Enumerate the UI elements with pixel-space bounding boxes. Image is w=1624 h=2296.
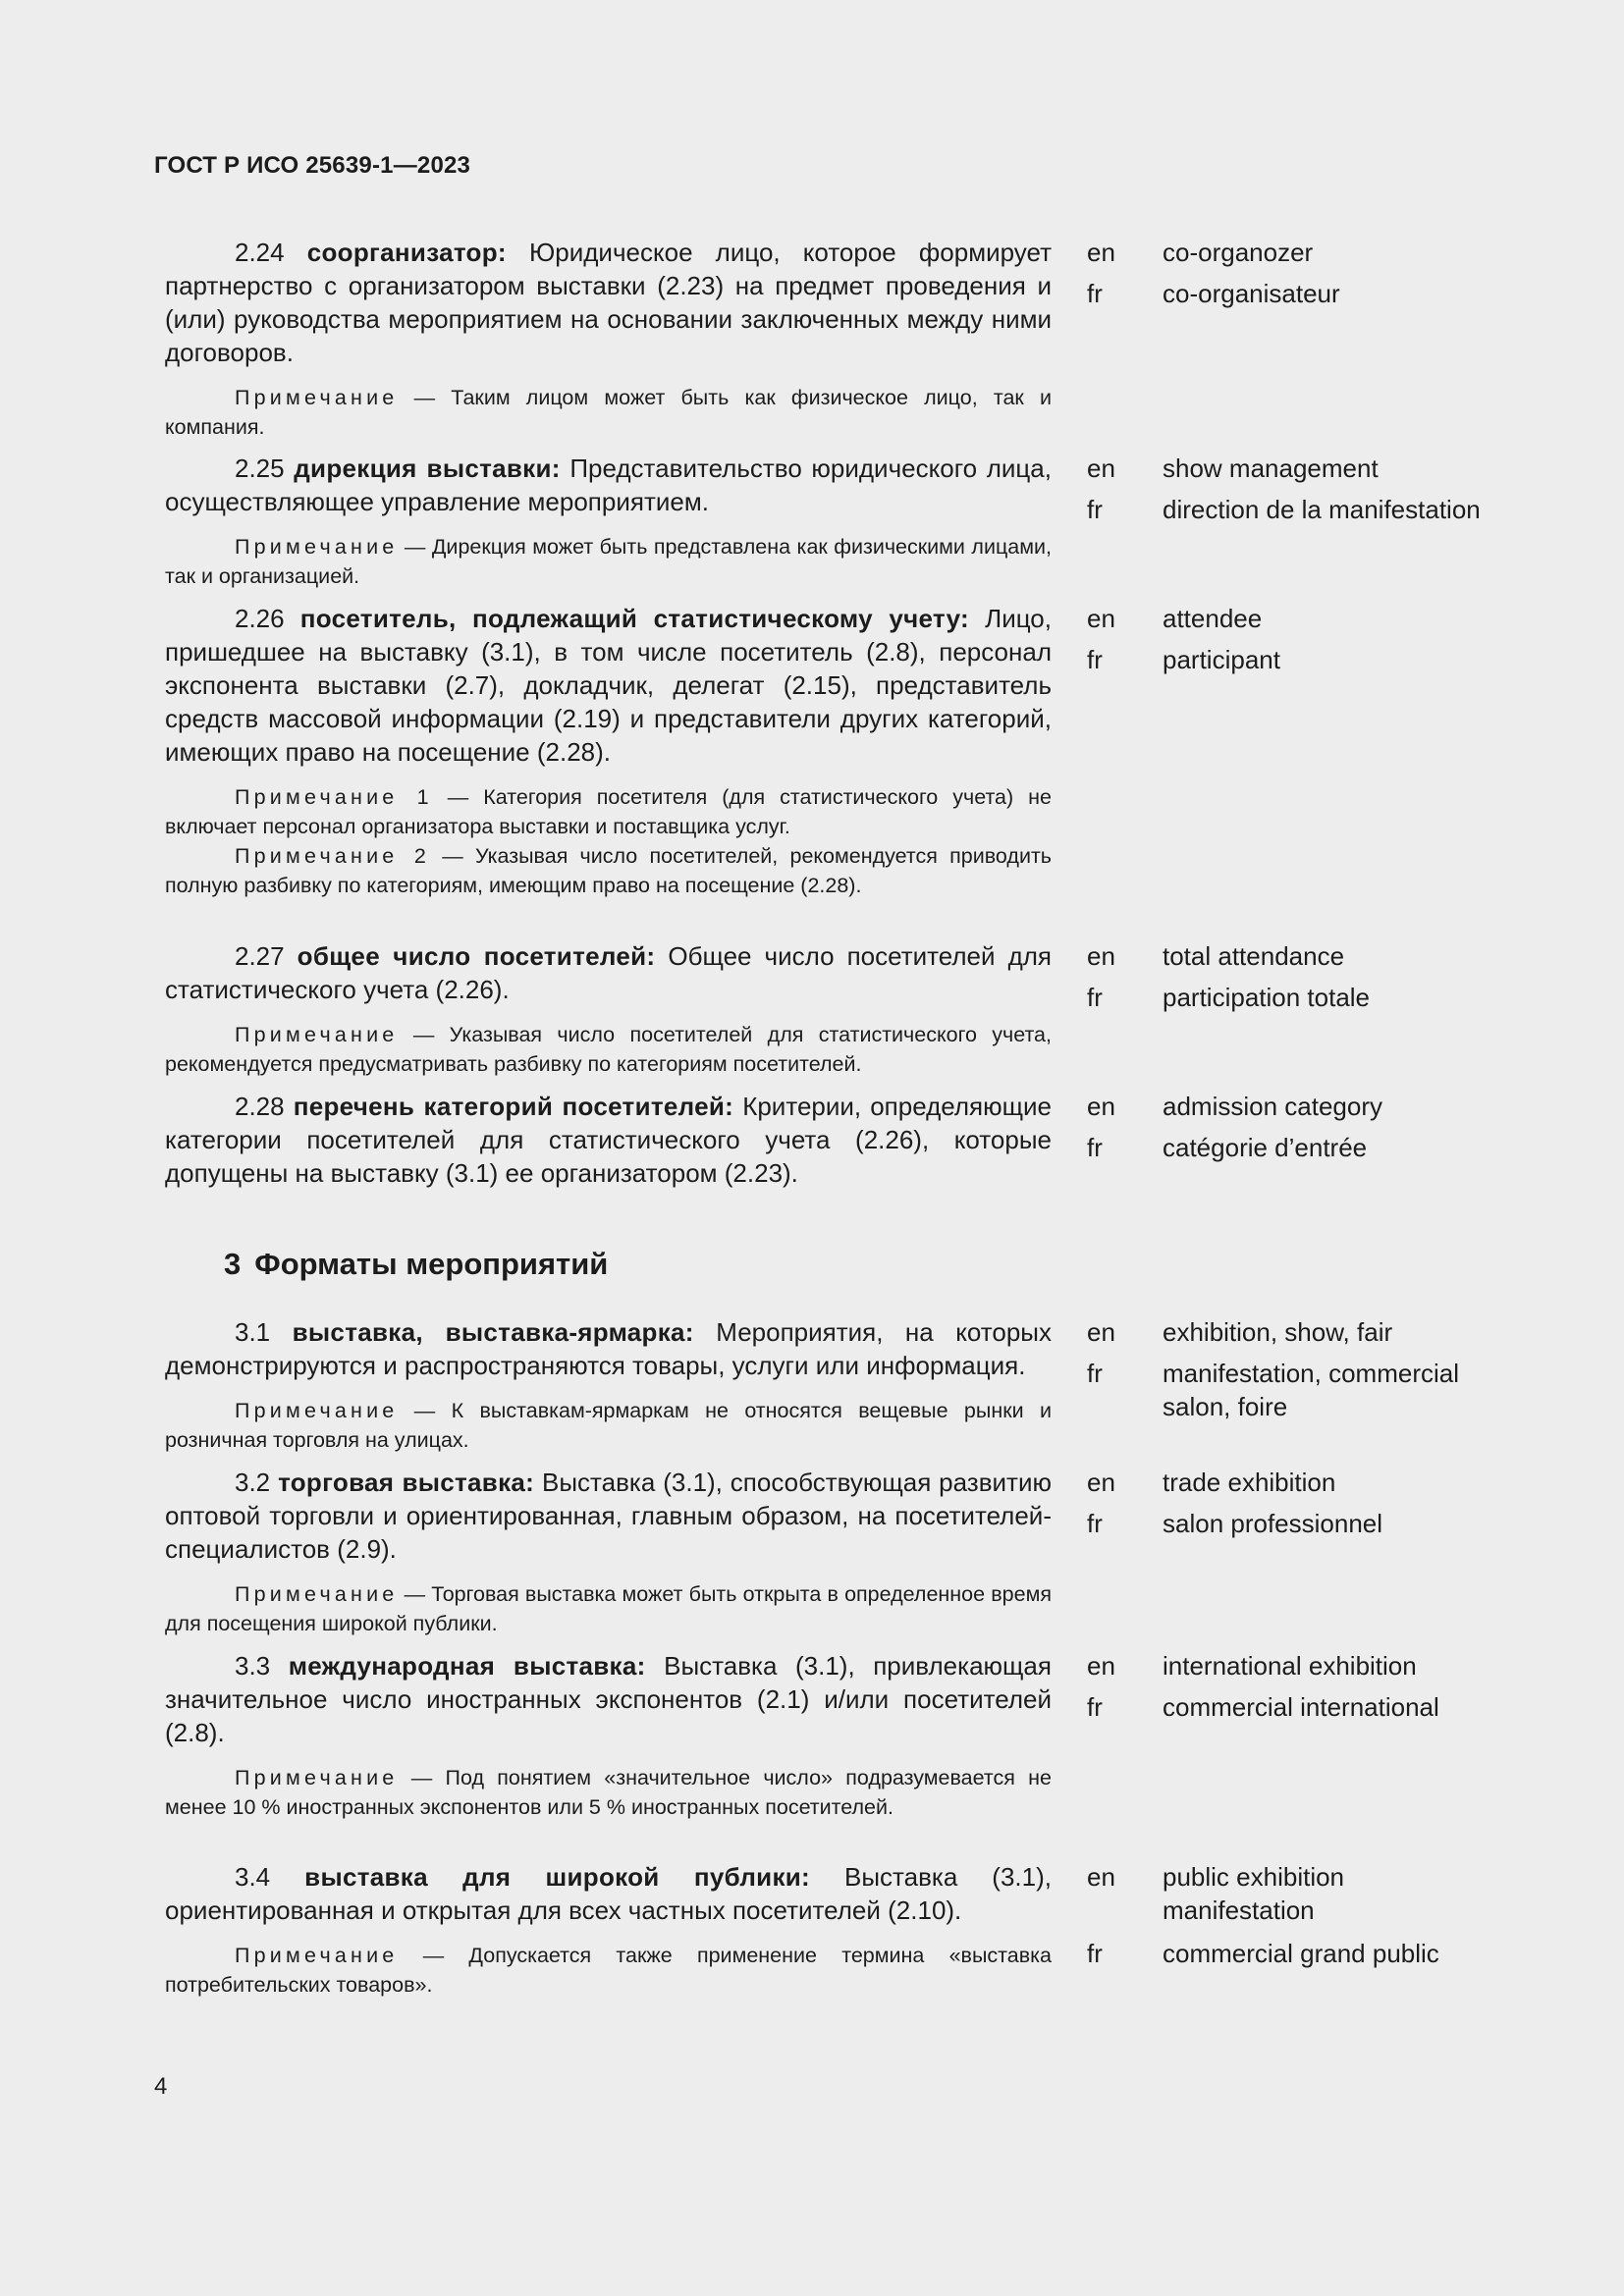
term-note [165, 1941, 1052, 2000]
language-code: fr [1087, 1359, 1103, 1388]
language-code: en [1087, 1317, 1115, 1347]
section-title: Форматы мероприятий [254, 1247, 609, 1281]
foreign-term-text: public exhibition manifestation [1163, 1862, 1345, 1925]
term-definition [165, 939, 1052, 1006]
language-code: fr [1087, 1509, 1103, 1538]
term-name: выставка для широкой публики: [304, 1862, 810, 1892]
note-text: — Торговая выставка может быть открыта в определенное время для посещения широкой публики. [165, 1582, 1052, 1635]
language-code: en [1087, 1092, 1115, 1121]
definition-column [165, 236, 1052, 442]
foreign-term-fr [1087, 981, 1499, 1014]
term-note [165, 1396, 1052, 1455]
foreign-term-en [1087, 1315, 1499, 1349]
foreign-term-fr [1087, 1937, 1499, 1970]
foreign-terms [1087, 236, 1499, 318]
note-label: Примечание [235, 1582, 399, 1606]
foreign-terms [1087, 1466, 1499, 1548]
term-number: 3.4 [235, 1862, 271, 1892]
term-number: 2.26 [235, 604, 285, 633]
term-name: посетитель, подлежащий статистическому учету: [299, 604, 969, 633]
foreign-term-text: co-organisateur [1163, 279, 1340, 308]
foreign-terms [1087, 1090, 1499, 1172]
term-note [165, 1579, 1052, 1638]
foreign-term-text: direction de la manifestation [1163, 495, 1481, 524]
foreign-term-fr [1087, 1507, 1499, 1540]
foreign-term-en [1087, 236, 1499, 269]
language-code: en [1087, 1468, 1115, 1497]
definition-column [165, 1090, 1052, 1190]
page-number: 4 [154, 2073, 168, 2100]
foreign-term-text: total attendance [1163, 941, 1345, 971]
foreign-term-en [1087, 452, 1499, 485]
term-name: международная выставка: [288, 1651, 646, 1681]
term-name: соорганизатор: [306, 238, 507, 267]
language-code: fr [1087, 279, 1103, 308]
language-code: fr [1087, 1692, 1103, 1722]
term-definition [165, 1649, 1052, 1749]
note-text: — Указывая число посетителей для статистического учета, рекомендуется предусматривать разбивку по категориям посетителей. [165, 1023, 1052, 1076]
note-label: Примечание 1 [235, 785, 433, 809]
term-definition [165, 236, 1052, 369]
term-number: 2.28 [235, 1092, 285, 1121]
term-name: перечень категорий посетителей: [293, 1092, 734, 1121]
term-number: 2.27 [235, 941, 285, 971]
foreign-term-text: exhibition, show, fair [1163, 1317, 1393, 1347]
section-heading [224, 1247, 608, 1282]
term-name: общее число посетителей: [297, 941, 656, 971]
language-code: fr [1087, 1133, 1103, 1162]
definition-column [165, 452, 1052, 591]
definition-text: Представительство юридического лица, осуществляющее управление мероприятием. [165, 454, 1052, 516]
language-code: fr [1087, 645, 1103, 674]
definition-text: Юридическое лицо, которое формирует партнерство с организатором выставки (2.23) на предмет проведения и (или) руководства мероприятием на основании заключенных между ними договоров. [165, 238, 1052, 367]
foreign-terms [1087, 1860, 1499, 1978]
language-code: en [1087, 454, 1115, 483]
definition-column [165, 1860, 1052, 2000]
language-code: fr [1087, 495, 1103, 524]
note-label: Примечание [235, 1766, 399, 1789]
definition-text: Критерии, определяющие категории посетителей для статистического учета (2.26), которые допущены на выставку (3.1) ее организатором (2.23). [165, 1092, 1052, 1188]
language-code: en [1087, 1651, 1115, 1681]
foreign-term-text: show management [1163, 454, 1379, 483]
foreign-term-fr [1087, 1131, 1499, 1164]
foreign-term-text: admission category [1163, 1092, 1382, 1121]
definition-column [165, 1315, 1052, 1455]
definition-text: Выставка (3.1), ориентированная и открытая для всех частных посетителей (2.10). [165, 1862, 1052, 1925]
definition-text: Мероприятия, на которых демонстрируются и распространяются товары, услуги или информация. [165, 1317, 1052, 1380]
language-code: en [1087, 1862, 1115, 1892]
note-text: — Под понятием «значительное число» подразумевается не менее 10 % иностранных экспонентов или 5 % иностранных посетителей. [165, 1766, 1052, 1819]
term-number: 2.25 [235, 454, 285, 483]
term-definition [165, 452, 1052, 518]
term-definition [165, 602, 1052, 769]
foreign-term-fr [1087, 643, 1499, 676]
note-text: — Указывая число посетителей, рекомендуется приводить полную разбивку по категориям, имеющим право на посещение (2.28). [165, 844, 1053, 897]
language-code: fr [1087, 983, 1103, 1012]
note-text: — К выставкам-ярмаркам не относятся вещевые рынки и розничная торговля на улицах. [165, 1399, 1052, 1452]
foreign-term-text: commercial grand public [1163, 1939, 1439, 1968]
foreign-terms [1087, 939, 1499, 1022]
note-label: Примечание [235, 1023, 399, 1046]
note-label: Примечание [235, 535, 399, 559]
term-note [165, 532, 1052, 591]
foreign-term-text: international exhibition [1163, 1651, 1417, 1681]
foreign-term-text: attendee [1163, 604, 1263, 633]
foreign-terms [1087, 1649, 1499, 1732]
term-note [165, 1763, 1052, 1822]
note-text: — Дирекция может быть представлена как физическими лицами, так и организацией. [165, 535, 1052, 588]
note-text: — Допускается также применение термина «выставка потребительских товаров». [165, 1944, 1052, 1997]
language-code: en [1087, 941, 1115, 971]
term-note [165, 841, 1052, 900]
section-number: 3 [224, 1247, 242, 1281]
language-code: en [1087, 604, 1115, 633]
definition-text: Выставка (3.1), привлекающая значительное число иностранных экспонентов (2.1) и/или посетителей (2.8). [165, 1651, 1052, 1747]
term-number: 2.24 [235, 238, 285, 267]
foreign-term-text: co-organozer [1163, 238, 1314, 267]
term-note [165, 1020, 1052, 1079]
note-text: — Категория посетителя (для статистического учета) не включает персонал организатора выставки и поставщика услуг. [165, 785, 1052, 838]
foreign-term-text: manifestation, commercial salon, foire [1163, 1359, 1459, 1421]
language-code: fr [1087, 1939, 1103, 1968]
note-label: Примечание [235, 1399, 399, 1422]
definition-column [165, 602, 1052, 900]
foreign-term-en [1087, 602, 1499, 635]
definition-column [165, 1466, 1052, 1638]
foreign-term-text: catégorie d’entrée [1163, 1133, 1368, 1162]
note-label: Примечание [235, 1944, 399, 1967]
definition-text: Общее число посетителей для статистического учета (2.26). [165, 941, 1052, 1004]
definition-column [165, 939, 1052, 1079]
foreign-term-fr [1087, 493, 1499, 526]
definition-column [165, 1649, 1052, 1822]
term-note [165, 782, 1052, 841]
definition-text: Выставка (3.1), способствующая развитию оптовой торговли и ориентированная, главным образом, на посетителей-специалистов (2.9). [165, 1468, 1052, 1564]
foreign-term-fr [1087, 1690, 1499, 1724]
note-label: Примечание 2 [235, 844, 431, 868]
definition-text: Лицо, пришедшее на выставку (3.1), в том числе посетитель (2.8), персонал экспонента выставки (2.7), докладчик, делегат (2.15), представитель средств массовой информации (2.19) и представители других категорий, имеющих право на посещение (2.28). [165, 604, 1052, 767]
term-note [165, 383, 1052, 442]
language-code: en [1087, 238, 1115, 267]
document-header: ГОСТ Р ИСО 25639-1—2023 [154, 152, 471, 179]
term-number: 3.3 [235, 1651, 271, 1681]
term-number: 3.1 [235, 1317, 271, 1347]
foreign-term-text: commercial international [1163, 1692, 1439, 1722]
term-definition [165, 1466, 1052, 1566]
foreign-term-en [1087, 1466, 1499, 1499]
foreign-term-en [1087, 939, 1499, 973]
foreign-term-text: participant [1163, 645, 1280, 674]
foreign-terms [1087, 1315, 1499, 1431]
note-label: Примечание [235, 386, 399, 409]
foreign-term-fr [1087, 277, 1499, 310]
foreign-term-en [1087, 1649, 1499, 1682]
term-definition [165, 1860, 1052, 1927]
note-text: — Таким лицом может быть как физическое лицо, так и компания. [165, 386, 1052, 439]
term-name: выставка, выставка-ярмарка: [292, 1317, 694, 1347]
term-name: торговая выставка: [278, 1468, 535, 1497]
foreign-term-en [1087, 1860, 1499, 1927]
term-name: дирекция выставки: [294, 454, 561, 483]
foreign-term-en [1087, 1090, 1499, 1123]
foreign-term-fr [1087, 1357, 1499, 1423]
foreign-term-text: trade exhibition [1163, 1468, 1336, 1497]
term-definition [165, 1315, 1052, 1382]
foreign-terms [1087, 602, 1499, 684]
foreign-term-text: participation totale [1163, 983, 1371, 1012]
term-definition [165, 1090, 1052, 1190]
term-number: 3.2 [235, 1468, 271, 1497]
foreign-terms [1087, 452, 1499, 534]
foreign-term-text: salon professionnel [1163, 1509, 1383, 1538]
